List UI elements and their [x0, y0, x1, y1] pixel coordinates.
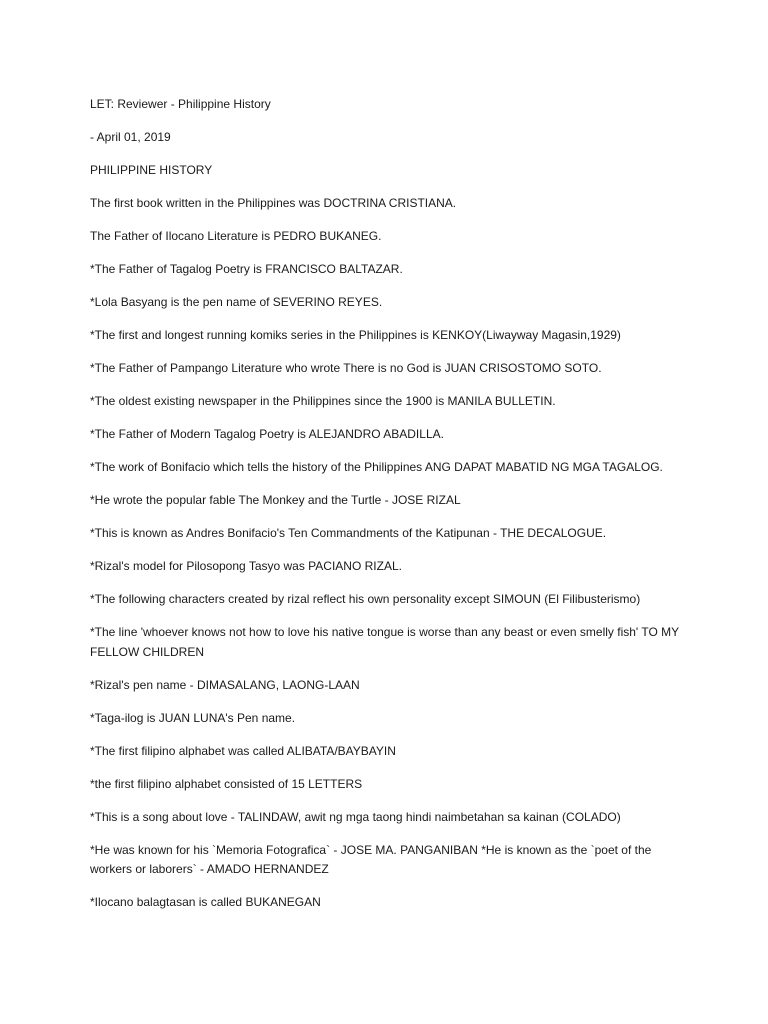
paragraph: *The following characters created by rizal reflect his own personality except SIMOUN (El Filibusterismo) — [90, 592, 641, 606]
paragraph: *Taga-ilog is JUAN LUNA's Pen name. — [90, 710, 296, 725]
document-body — [90, 95, 690, 926]
section-heading: PHILIPPINE HISTORY — [90, 163, 213, 177]
document-title: LET: Reviewer - Philippine History — [90, 97, 271, 111]
paragraph: *He wrote the popular fable The Monkey and the Turtle - JOSE RIZAL — [90, 493, 461, 507]
paragraph: *Lola Basyang is the pen name of SEVERINO REYES. — [90, 295, 383, 309]
paragraph: *The first and longest running komiks series in the Philippines is KENKOY(Liwayway Magasin,1929) — [90, 328, 621, 342]
paragraph: *The work of Bonifacio which tells the history of the Philippines ANG DAPAT MABATID NG MGA TAGALOG. — [90, 460, 663, 474]
paragraph: *The Father of Tagalog Poetry is FRANCISCO BALTAZAR. — [90, 262, 403, 276]
paragraph: *The Father of Modern Tagalog Poetry is ALEJANDRO ABADILLA. — [90, 427, 444, 441]
paragraph: *Ilocano balagtasan is called BUKANEGAN — [90, 895, 321, 909]
paragraph: *the first filipino alphabet consisted of 15 LETTERS — [90, 776, 363, 791]
paragraph: *This is a song about love - TALINDAW, awit ng mga taong hindi naimbetahan sa kainan (COLADO) — [90, 809, 621, 824]
paragraph: *Rizal's pen name - DIMASALANG, LAONG-LAAN — [90, 677, 360, 692]
paragraph: *He was known for his `Memoria Fotografica` - JOSE MA. PANGANIBAN *He is known as the `poet of the workers or laborers` - AMADO HERNANDEZ — [90, 842, 652, 876]
paragraph: *Rizal's model for Pilosopong Tasyo was PACIANO RIZAL. — [90, 559, 402, 573]
paragraph: *This is known as Andres Bonifacio's Ten Commandments of the Katipunan - THE DECALOGUE. — [90, 526, 607, 540]
paragraph: *The first filipino alphabet was called ALIBATA/BAYBAYIN — [90, 743, 396, 758]
paragraph: The Father of Ilocano Literature is PEDRO BUKANEG. — [90, 229, 382, 243]
paragraph: The first book written in the Philippines was DOCTRINA CRISTIANA. — [90, 196, 457, 210]
paragraph: *The line 'whoever knows not how to love his native tongue is worse than any beast or even smelly fish' TO MY FELLOW CHILDREN — [90, 625, 679, 659]
document-date: - April 01, 2019 — [90, 130, 171, 144]
paragraph: *The Father of Pampango Literature who wrote There is no God is JUAN CRISOSTOMO SOTO. — [90, 361, 602, 375]
paragraph: *The oldest existing newspaper in the Philippines since the 1900 is MANILA BULLETIN. — [90, 394, 556, 408]
